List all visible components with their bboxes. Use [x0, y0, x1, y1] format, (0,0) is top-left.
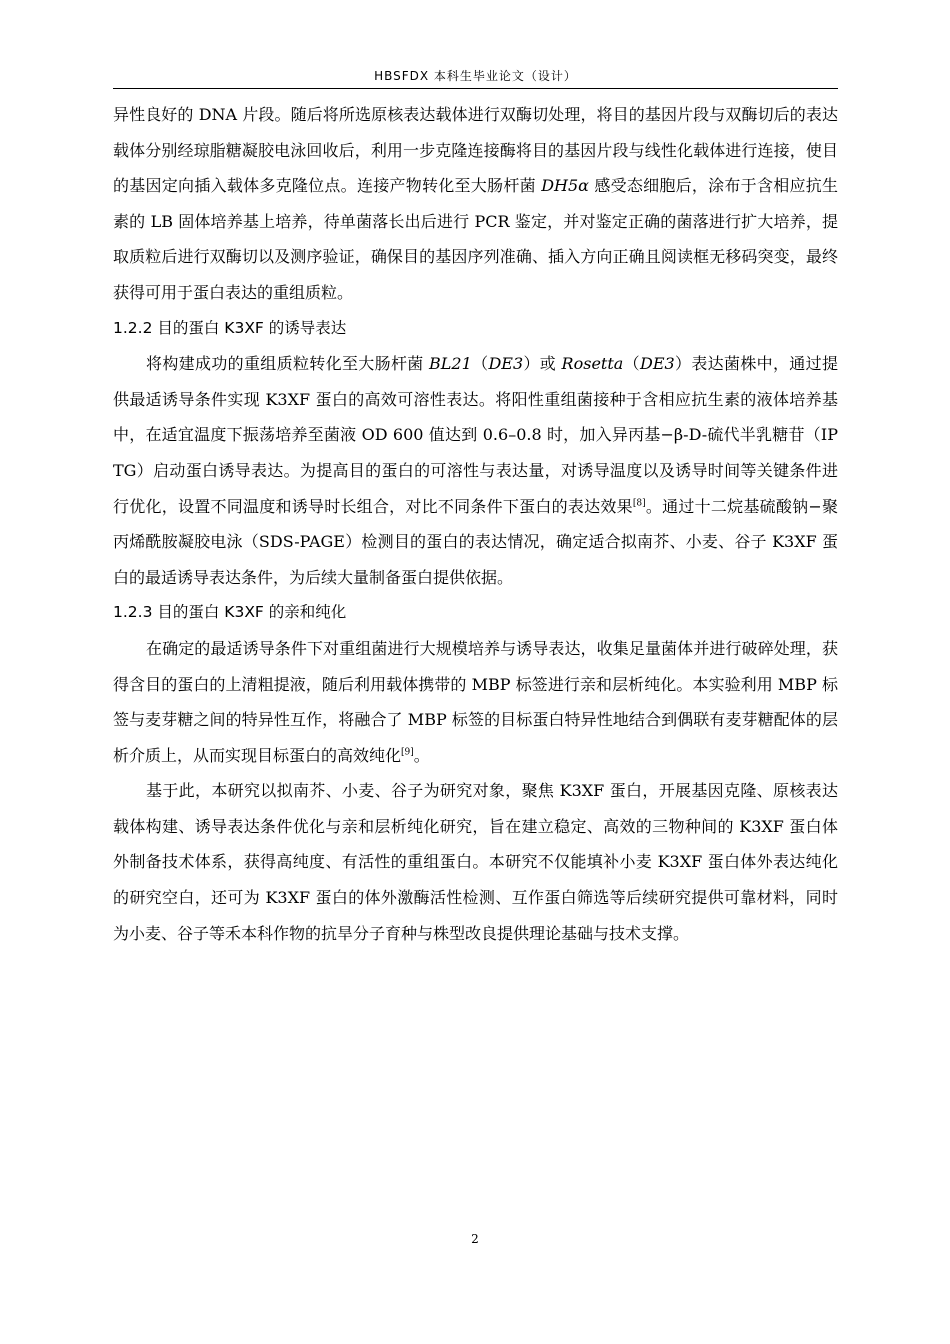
paragraph-affinity-purification: [113, 631, 838, 773]
paragraph-research-summary: 基于此，本研究以拟南芥、小麦、谷子为研究对象，聚焦 K3XF 蛋白，开展基因克隆、原核表达载体构建、诱导表达条件优化与亲和层析纯化研究，旨在建立稳定、高效的三物种间的 K3XF 蛋白体外制备技术体系，获得高纯度、有活性的重组蛋白。本研究不仅能填补小麦 K3XF 蛋白体外表达纯化的研究空白，还可为 K3XF 蛋白的体外激酶活性检测、互作蛋白筛选等后续研究提供可靠材料，同时为小麦、谷子等禾本科作物的抗旱分子育种与株型改良提供理论基础与技术支撑。: [113, 781, 838, 943]
paragraph-text: 异性良好的 DNA 片段。随后将所选原核表达载体进行双酶切处理，将目的基因片段与双酶切后的表达载体分别经琼脂糖凝胶电泳回收后，利用一步克隆连接酶将目的基因片段与线性化载体进行连接，使目的基因定向插入载体多克隆位点。连接产物转化至大肠杆菌: [113, 105, 838, 196]
section-heading-1-2-2: 1.2.2 目的蛋白 K3XF 的诱导表达: [113, 318, 347, 337]
paragraph-induced-expression: [113, 346, 838, 595]
page-number: 2: [471, 1232, 479, 1246]
strain-subtype: DE3: [639, 354, 675, 374]
paragraph-text: ）表达菌株中，通过提供最适诱导条件实现 K3XF 蛋白的高效可溶性表达。将阳性重组菌接种于含相应抗生素的液体培养基中，在适宜温度下振荡培养至菌液 OD 600 值达到 0.6–0.8 时，加入异丙基−β-D-硫代半乳糖苷（IPTG）启动蛋白诱导表达。为提高目的蛋白的可溶性与表达量，对诱导温度以及诱导时间等关键条件进行优化，设置不同温度和诱导时长组合，对比不同条件下蛋白的表达效果: [113, 354, 838, 516]
strain-name: DH5α: [541, 176, 589, 196]
citation-marker: [9]: [401, 747, 414, 758]
paragraph-text: ）或: [523, 354, 562, 374]
strain-name: Rosetta: [561, 354, 624, 374]
paragraph-text: （: [623, 354, 640, 374]
paragraph-text: 。: [413, 745, 430, 765]
body-text: [113, 97, 838, 951]
paragraph-text: 将构建成功的重组质粒转化至大肠杆菌: [146, 354, 430, 374]
paragraph-cloning-continued: [113, 97, 838, 311]
paragraph-text: （: [471, 354, 489, 374]
paragraph-text: 。通过十二烷基硫酸钠−聚丙烯酰胺凝胶电泳（SDS-PAGE）检测目的蛋白的表达情况，确定适合拟南芥、小麦、谷子 K3XF 蛋白的最适诱导表达条件，为后续大量制备蛋白提供依据。: [113, 496, 838, 587]
section-heading-1-2-3: 1.2.3 目的蛋白 K3XF 的亲和纯化: [113, 603, 347, 622]
running-header: HBSFDX 本科生毕业论文（设计）: [374, 69, 577, 83]
strain-name: BL21: [429, 354, 472, 374]
paragraph-text: 感受态细胞后，涂布于含相应抗生素的 LB 固体培养基上培养，待单菌落长出后进行 PCR 鉴定，并对鉴定正确的菌落进行扩大培养，提取质粒后进行双酶切以及测序验证，确保目的基因序列准确、插入方向正确且阅读框无移码突变，最终获得可用于蛋白表达的重组质粒。: [113, 176, 839, 302]
header-rule: [113, 88, 838, 89]
paragraph-text: 在确定的最适诱导条件下对重组菌进行大规模培养与诱导表达，收集足量菌体并进行破碎处理，获得含目的蛋白的上清粗提液，随后利用载体携带的 MBP 标签进行亲和层析纯化。本实验利用 MBP 标签与麦芽糖之间的特异性互作，将融合了 MBP 标签的目标蛋白特异性地结合到偶联有麦芽糖配体的层析介质上，从而实现目标蛋白的高效纯化: [113, 638, 838, 765]
strain-subtype: DE3: [488, 354, 524, 374]
citation-marker: [8]: [632, 498, 646, 509]
